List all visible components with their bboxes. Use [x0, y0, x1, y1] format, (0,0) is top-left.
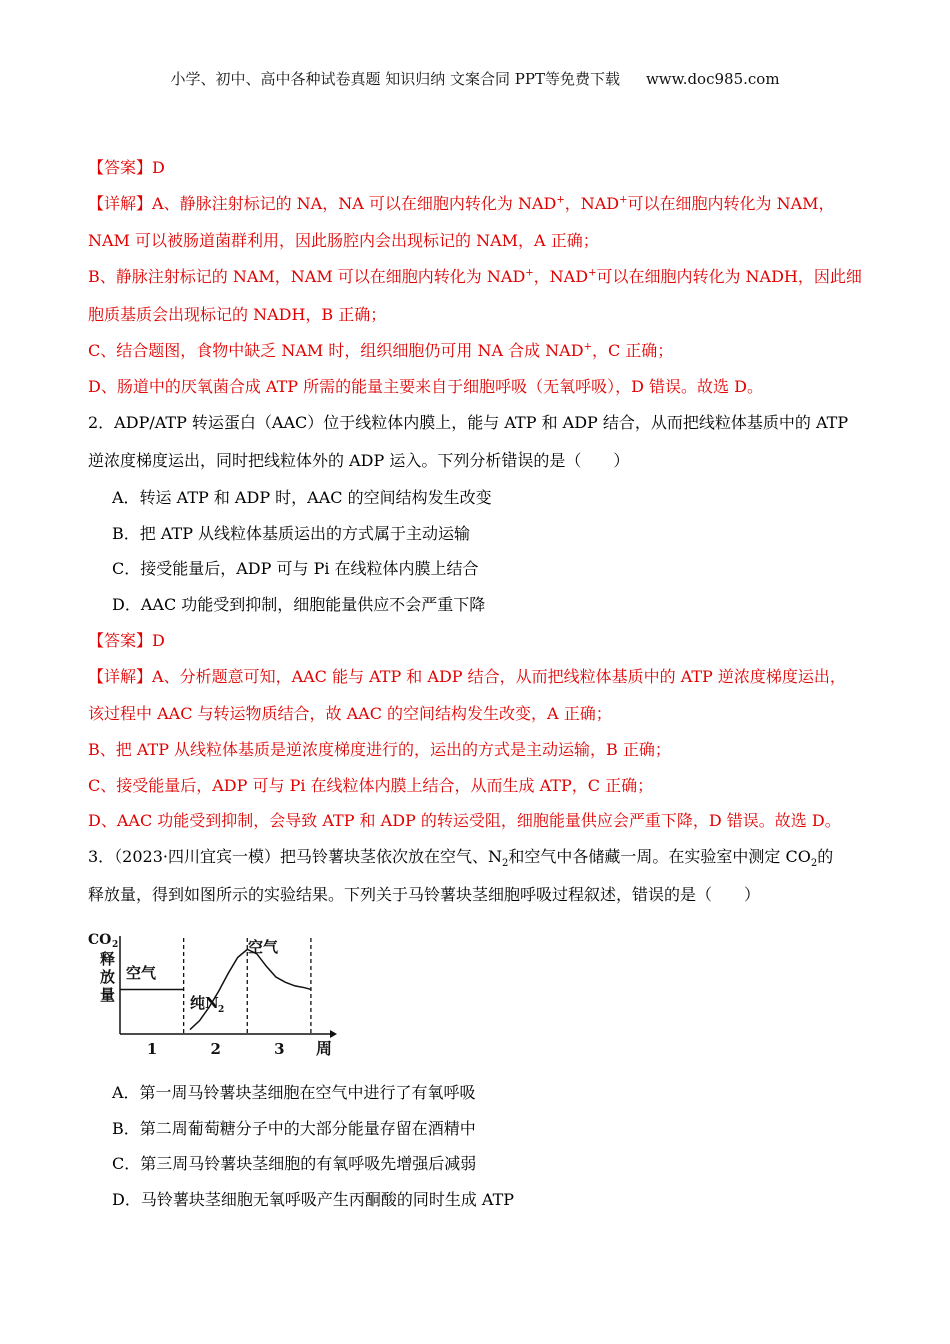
header-url[interactable]: www.doc985.com	[645, 70, 780, 88]
y-axis-label-sub: 2	[112, 940, 119, 950]
q2-answer: 【答案】D	[88, 631, 165, 650]
region-label-week2: 纯N	[190, 994, 219, 1012]
co2-series-line	[120, 949, 311, 1029]
region-label-week3: 空气	[248, 938, 279, 956]
region-label-week2-sub: 2	[218, 1005, 225, 1015]
q1-detail-b2: 胞质基质会出现标记的 NADH，B 正确；	[88, 305, 387, 324]
q2-stem-2: 逆浓度梯度运出，同时把线粒体外的 ADP 运入。下列分析错误 . .的是（ ）	[88, 450, 868, 472]
x-tick-label-2: 2	[210, 1040, 221, 1058]
q3-option-b: B．第二周葡萄糖分子中的大部分能量存留在酒精中	[112, 1119, 476, 1138]
q2-option-a: A．转运 ATP 和 ADP 时，AAC 的空间结构发生改变	[112, 488, 492, 507]
q2-detail-c1: C、接受能量后，ADP 可与 Pi 在线粒体内膜上结合，从而生成 ATP，C 正确；	[88, 776, 654, 795]
y-axis-label-3: 量	[100, 986, 116, 1004]
y-axis-label-2: 放	[100, 968, 116, 986]
q1-answer: 【答案】D	[88, 158, 165, 177]
q2-detail-a2: 该过程中 AAC 与转运物质结合，故 AAC 的空间结构发生改变，A 正确；	[88, 704, 612, 723]
y-axis-label-co: CO	[88, 932, 112, 948]
x-tick-label-3: 3	[274, 1040, 285, 1058]
emphasis-word: 错误 . .	[501, 451, 533, 470]
q1-detail-b1: B、静脉注射标记的 NAM，NAM 可以在细胞内转化为 NAD+，NAD+可以在细胞内转化为 NADH，因此细	[88, 267, 862, 286]
q3-stem-1: 3．（2023·四川宜宾一模）把马铃薯块茎依次放在空气、$N_2$和空气中各储藏一周。在实验室中测定 $CO_2$的	[88, 847, 834, 870]
q2-option-d: D．AAC 功能受到抑制，细胞能量供应不会严重下降	[112, 595, 486, 614]
co2-release-chart	[86, 926, 346, 1062]
q1-detail-a1: 【详解】A、静脉注射标记的 NA，NA 可以在细胞内转化为 NAD+，NAD+可以在细胞内转化为 NAM，	[88, 194, 835, 213]
q2-option-c: C．接受能量后，ADP 可与 Pi 在线粒体内膜上结合	[112, 559, 479, 578]
q2-detail-b1: B、把 ATP 从线粒体基质是逆浓度梯度进行的，运出的方式是主动运输，B 正确；	[88, 740, 671, 759]
x-axis-label: 周	[316, 1039, 333, 1058]
page-header	[0, 68, 950, 89]
q3-option-c: C．第三周马铃薯块茎细胞的有氧呼吸先增强后减弱	[112, 1154, 477, 1173]
x-axis-arrow	[330, 1030, 337, 1038]
q3-option-a: A．第一周马铃薯块茎细胞在空气中进行了有氧呼吸	[112, 1083, 476, 1102]
q3-option-d: D．马铃薯块茎细胞无氧呼吸产生丙酮酸的同时生成 ATP	[112, 1190, 515, 1209]
q2-stem-1: 2．ADP/ATP 转运蛋白（AAC）位于线粒体内膜上，能与 ATP 和 ADP 结合，从而把线粒体基质中的 ATP	[88, 413, 849, 432]
x-tick-label-1: 1	[146, 1040, 158, 1058]
q3-stem-2: 释放量，得到如图所示的实验结果。下列关于马铃薯块茎细胞呼吸过程叙述，错误的是（ ）	[88, 885, 761, 904]
q2-detail-a1: 【详解】A、分析题意可知，AAC 能与 ATP 和 ADP 结合，从而把线粒体基质中的 ATP 逆浓度梯度运出，	[88, 667, 846, 686]
q2-detail-d1: D、AAC 功能受到抑制，会导致 ATP 和 ADP 的转运受阻，细胞能量供应会严重下降，D 错误。故选 D。	[88, 811, 841, 830]
q1-detail-a2: NAM 可以被肠道菌群利用，因此肠腔内会出现标记的 NAM，A 正确；	[88, 231, 599, 250]
q1-detail-d1: D、肠道中的厌氧菌合成 ATP 所需的能量主要来自于细胞呼吸（无氧呼吸），D 错误。故选 D。	[88, 377, 763, 396]
q2-option-b: B．把 ATP 从线粒体基质运出的方式属于主动运输	[112, 524, 471, 543]
header-text: 小学、初中、高中各种试卷真题 知识归纳 文案合同 PPT等免费下载	[170, 70, 620, 88]
q1-detail-c1: C、结合题图，食物中缺乏 NAM 时，组织细胞仍可用 NA 合成 NAD+，C 正确；	[88, 341, 674, 360]
y-axis-label-1: 释	[100, 950, 116, 968]
region-label-week1: 空气	[126, 964, 157, 982]
